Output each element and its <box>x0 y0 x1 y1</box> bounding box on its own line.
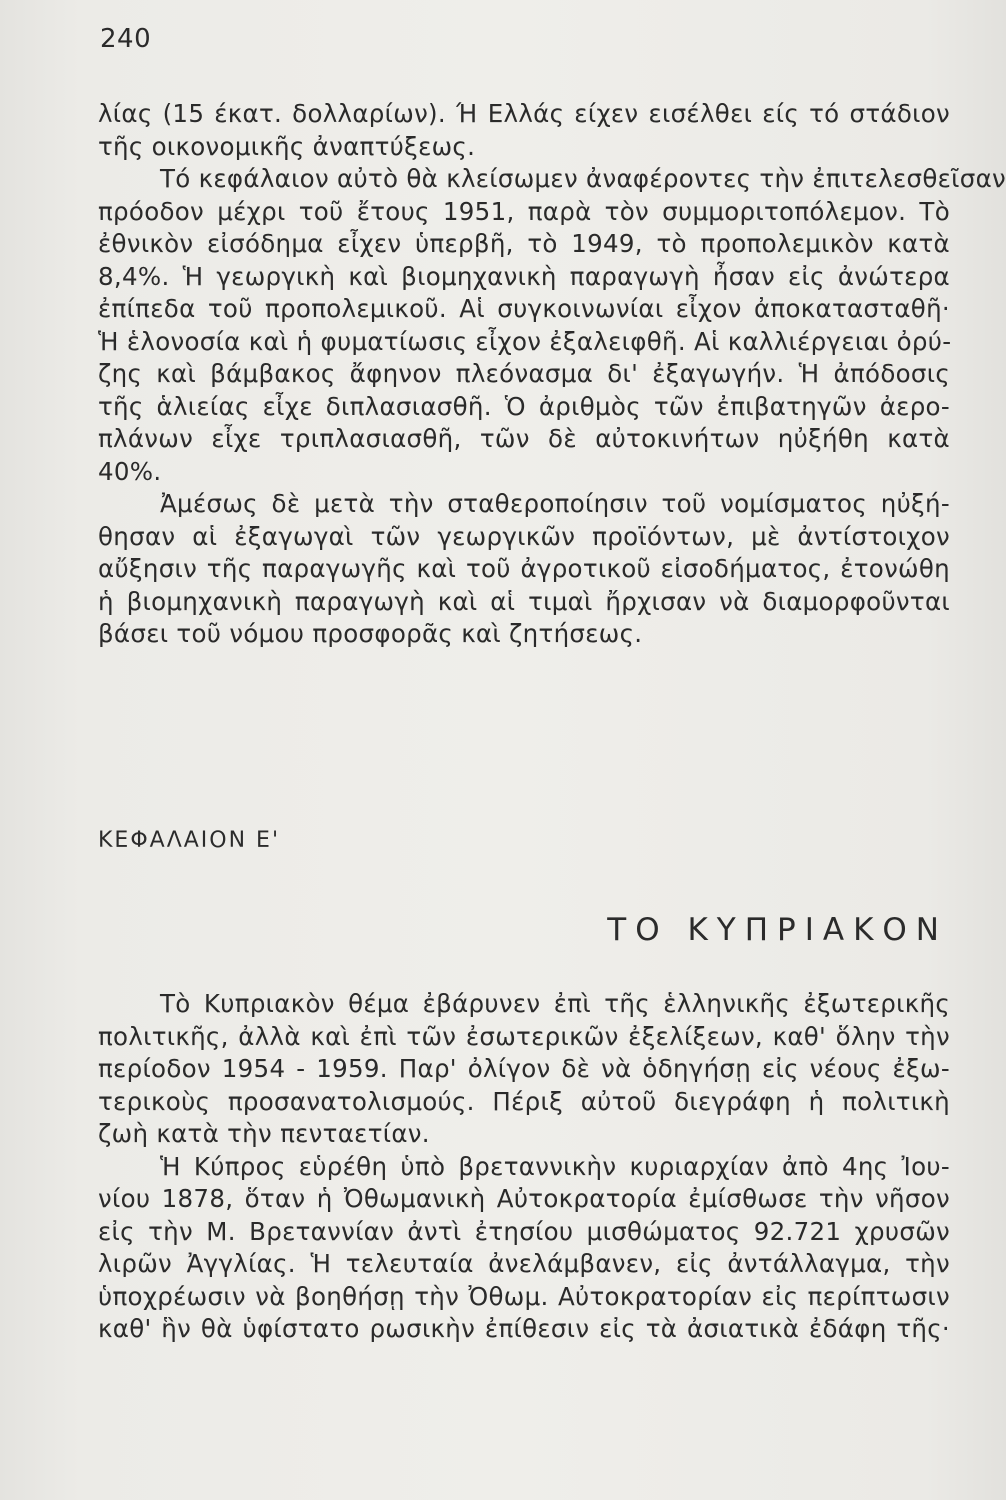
text-line: Τό κεφάλαιον αὐτὸ θὰ κλείσωμεν ἀναφέροντες τὴν ἐπιτελεσθεῖσαν <box>160 164 1006 193</box>
text-line: τερικοὺς προσανατολισμούς. Πέριξ αὐτοῦ διεγράφη ἡ πολιτικὴ <box>98 1086 950 1116</box>
chapter-label: ΚΕΦΑΛΑΙΟΝ Ε' <box>98 828 280 853</box>
text-line: τῆς οικονομικῆς ἀναπτύξεως. <box>98 131 476 161</box>
text-line: εἰς τὴν Μ. Βρεταννίαν ἀντὶ ἐτησίου μισθώματος 92.721 χρυσῶν <box>98 1216 950 1246</box>
text-line: 40%. <box>98 456 162 486</box>
text-line: περίοδον 1954 - 1959. Παρ' ὀλίγον δὲ νὰ ὁδηγήσῃ εἰς νέους ἐξω- <box>98 1054 950 1083</box>
text-line: Τὸ Κυπριακὸν θέμα ἐβάρυνεν ἐπὶ τῆς ἑλληνικῆς ἐξωτερικῆς <box>160 989 950 1018</box>
section-2-text <box>98 988 950 1346</box>
text-line: λίας (15 έκατ. δολλαρίων). Ή Ελλάς είχεν εισέλθει είς τό στάδιον <box>98 99 950 128</box>
text-line: ἐπίπεδα τοῦ προπολεμικοῦ. Αἱ συγκοινωνίαι εἶχον ἀποκατασταθῆ· <box>98 294 950 323</box>
text-line: πολιτικῆς, ἀλλὰ καὶ ἐπὶ τῶν ἐσωτερικῶν ἐξελίξεων, καθ' ὅλην τὴν <box>98 1021 950 1051</box>
text-line: Ἡ Κύπρος εὑρέθη ὑπὸ βρεταννικὴν κυριαρχίαν ἀπὸ 4ης Ἰου- <box>160 1151 950 1181</box>
text-line: Ἀμέσως δὲ μετὰ τὴν σταθεροποίησιν τοῦ νομίσματος ηὐξή- <box>160 489 950 518</box>
text-line: ζης καὶ βάμβακος ἄφηνον πλεόνασμα δι' ἐξαγωγήν. Ἡ ἀπόδοσις <box>98 359 950 388</box>
chapter-title: ΤΟ ΚΥΠΡΙΑΚΟΝ <box>607 912 948 948</box>
text-line: βάσει τοῦ νόμου προσφορᾶς καὶ ζητήσεως. <box>98 619 643 648</box>
text-line: πρόοδον μέχρι τοῦ ἔτους 1951, παρὰ τὸν συμμοριτοπόλεμον. Τὸ <box>98 196 950 226</box>
page-number: 240 <box>100 24 152 54</box>
text-line: ἡ βιομηχανικὴ παραγωγὴ καὶ αἱ τιμαὶ ἤρχισαν νὰ διαμορφοῦνται <box>98 586 950 616</box>
text-line: ὑποχρέωσιν νὰ βοηθήσῃ τὴν Ὀθωμ. Αὐτοκρατορίαν εἰς περίπτωσιν <box>98 1281 950 1311</box>
text-line: αὔξησιν τῆς παραγωγῆς καὶ τοῦ ἀγροτικοῦ εἰσοδήματος, ἐτονώθη <box>98 554 950 583</box>
text-line: τῆς ἁλιείας εἶχε διπλασιασθῆ. Ὁ ἀριθμὸς τῶν ἐπιβατηγῶν ἀερο- <box>98 391 950 421</box>
text-line: Ἡ ἑλονοσία καὶ ἡ φυματίωσις εἶχον ἐξαλειφθῆ. Αἱ καλλιέργειαι ὀρύ- <box>98 326 952 356</box>
section-1-text <box>98 98 1006 651</box>
text-line: νίου 1878, ὅταν ἡ Ὀθωμανικὴ Αὐτοκρατορία ἐμίσθωσε τὴν νῆσον <box>98 1184 950 1213</box>
text-line: ἐθνικὸν εἰσόδημα εἶχεν ὑπερβῆ, τὸ 1949, τὸ προπολεμικὸν κατὰ <box>98 229 950 258</box>
text-line: πλάνων εἶχε τριπλασιασθῆ, τῶν δὲ αὐτοκινήτων ηὐξήθη κατὰ <box>98 424 950 453</box>
text-line: 8,4%. Ἡ γεωργικὴ καὶ βιομηχανικὴ παραγωγὴ ἦσαν εἰς ἀνώτερα <box>98 261 950 291</box>
text-line: καθ' ἣν θὰ ὑφίστατο ρωσικὴν ἐπίθεσιν εἰς τὰ ἀσιατικὰ ἐδάφη τῆς· <box>98 1314 950 1343</box>
text-line: λιρῶν Ἀγγλίας. Ἡ τελευταία ἀνελάμβανεν, εἰς ἀντάλλαγμα, τὴν <box>98 1249 950 1278</box>
text-line: θησαν αἱ ἐξαγωγαὶ τῶν γεωργικῶν προϊόντων, μὲ ἀντίστοιχον <box>98 521 950 551</box>
text-line: ζωὴ κατὰ τὴν πενταετίαν. <box>98 1119 430 1148</box>
